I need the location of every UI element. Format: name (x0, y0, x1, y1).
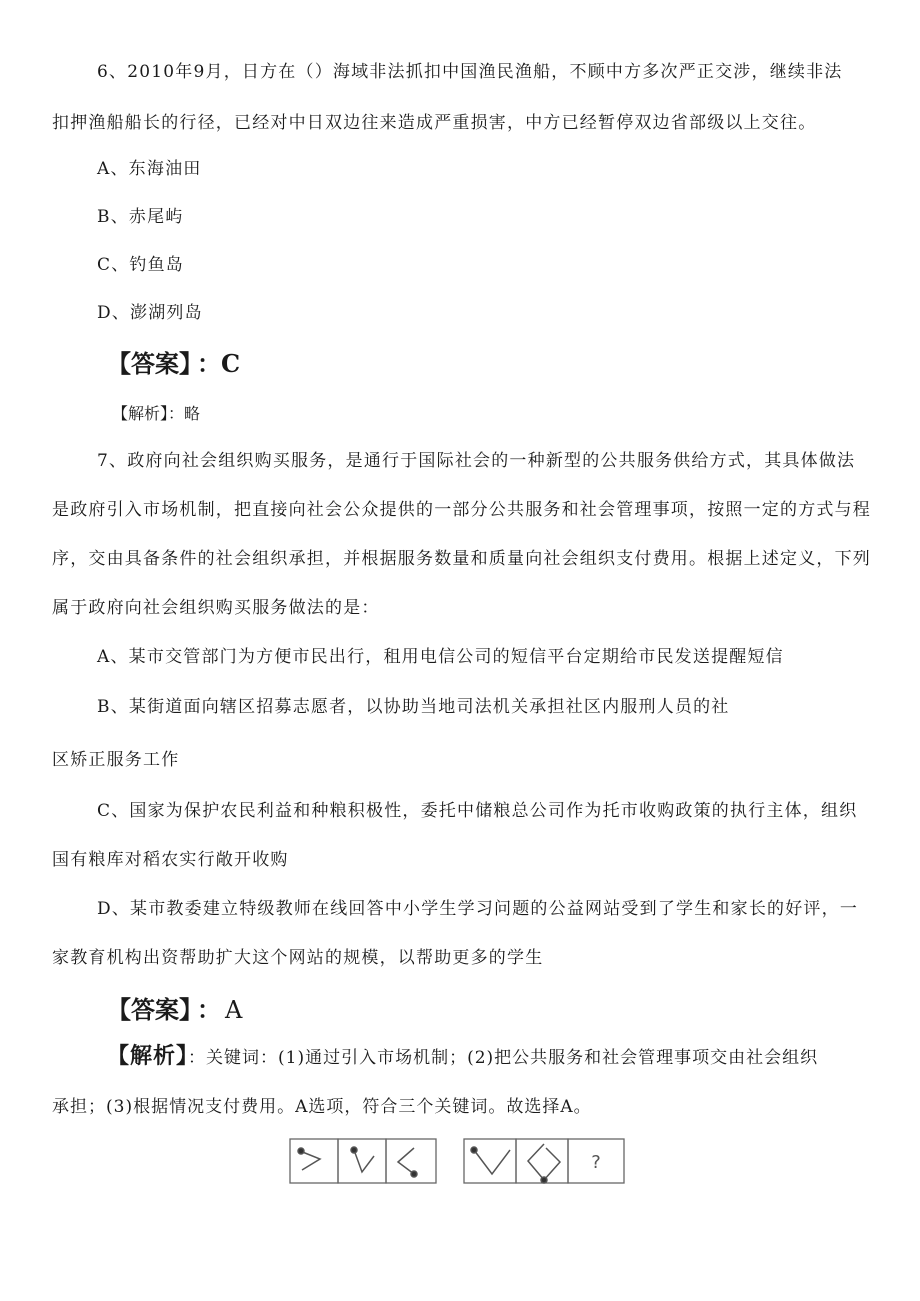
q7-stem-line-4: 属于政府向社会组织购买服务做法的是： (52, 598, 380, 618)
figure-box-1 (290, 1139, 338, 1183)
q7-option-a: A、某市交管部门为方便市民出行，租用电信公司的短信平台定期给市民发送提醒短信 (97, 647, 784, 667)
q7-option-b-line-2: 区矫正服务工作 (52, 750, 180, 770)
q6-option-c: C、钓鱼岛 (97, 255, 185, 275)
q6-stem-line-2: 扣押渔船船长的行径，已经对中日双边往来造成严重损害，中方已经暂停双边省部级以上交往。 (52, 113, 817, 133)
figure-box-3 (386, 1139, 436, 1183)
q6-stem-line-1: 6、2010年9月，日方在（）海域非法抓扣中国渔民渔船，不顾中方多次严正交涉，继续非法 (97, 62, 843, 82)
q7-stem-line-3: 序，交由具备条件的社会组织承担，并根据服务数量和质量向社会组织支付费用。根据上述定义，下列 (52, 549, 871, 569)
q7-option-c-line-1: C、国家为保护农民利益和种粮积极性，委托中储粮总公司作为托市收购政策的执行主体，组织 (97, 801, 858, 821)
q7-option-c-line-2: 国有粮库对稻农实行敞开收购 (52, 850, 289, 870)
q6-answer-value: C (221, 349, 241, 378)
figure-shape-3 (398, 1148, 417, 1177)
figure-shape-4 (471, 1147, 510, 1174)
q7-analysis-text-1: ：关键词：(1)通过引入市场机制；(2)把公共服务和社会管理事项交由社会组织 (188, 1048, 819, 1068)
q7-answer-label: 【答案】 (107, 996, 191, 1024)
q7-stem-line-2: 是政府引入市场机制，把直接向社会公众提供的一部分公共服务和社会管理事项，按照一定的方式与程 (52, 500, 871, 520)
figure-sequence (288, 1136, 628, 1186)
q6-answer-sep: ： (197, 350, 221, 378)
q7-option-d-line-1: D、某市教委建立特级教师在线回答中小学生学习问题的公益网站受到了学生和家长的好评，一 (97, 899, 859, 919)
q7-stem-line-1: 7、政府向社会组织购买服务，是通行于国际社会的一种新型的公共服务供给方式，其具体做法 (97, 451, 856, 471)
figure-question-mark: ? (591, 1152, 601, 1173)
figure-shape-2 (351, 1147, 374, 1172)
q6-answer-label: 【答案】 (107, 350, 191, 378)
q7-answer-value: A (225, 996, 243, 1024)
figure-box-2 (338, 1139, 386, 1183)
figure-box-4 (464, 1139, 516, 1183)
q6-answer (107, 350, 240, 378)
q7-answer (107, 996, 242, 1024)
figure-shape-5 (528, 1144, 560, 1183)
q7-analysis-label: 【解析】 (107, 1044, 189, 1069)
q6-option-a: A、东海油田 (97, 159, 202, 179)
q7-option-b-line-1: B、某街道面向辖区招募志愿者，以协助当地司法机关承担社区内服刑人员的社 (97, 697, 730, 717)
q7-analysis-line-2: 承担；(3)根据情况支付费用。A选项，符合三个关键词。故选择A。 (52, 1097, 592, 1117)
q6-option-d: D、澎湖列岛 (97, 303, 203, 323)
q7-analysis-line-1 (107, 1046, 818, 1069)
figure-shape-1 (298, 1148, 320, 1170)
q7-option-d-line-2: 家教育机构出资帮助扩大这个网站的规模，以帮助更多的学生 (52, 948, 544, 968)
q7-answer-sep: ： (197, 996, 221, 1024)
q6-option-b: B、赤尾屿 (97, 207, 184, 227)
q6-analysis: 【解析】：略 (112, 404, 201, 423)
